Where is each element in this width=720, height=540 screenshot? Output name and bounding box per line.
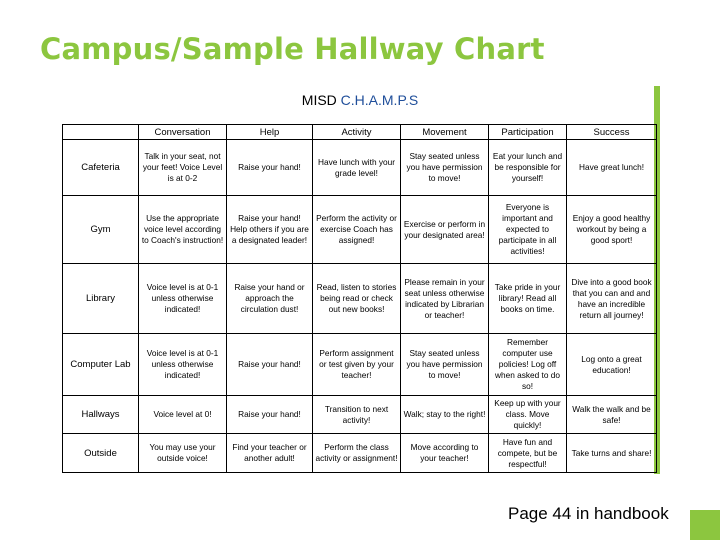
table-cell: Perform the class activity or assignment! [313, 434, 401, 473]
champs-table [62, 124, 657, 473]
table-cell: You may use your outside voice! [139, 434, 227, 473]
table-row [63, 264, 657, 334]
table-cell: Take pride in your library! Read all books on time. [489, 264, 567, 334]
table-cell: Find your teacher or another adult! [227, 434, 313, 473]
chart-heading-prefix: MISD [301, 92, 341, 108]
table-cell: Dive into a good book that you can and and have an incredible return all journey! [567, 264, 657, 334]
column-header: Movement [401, 125, 489, 140]
table-cell: Raise your hand! Help others if you are a designated leader! [227, 196, 313, 264]
table-row [63, 140, 657, 196]
table-cell: Walk the walk and be safe! [567, 396, 657, 434]
row-label: Cafeteria [63, 140, 139, 196]
champs-table-frame [62, 124, 656, 472]
table-cell: Perform the activity or exercise Coach has assigned! [313, 196, 401, 264]
table-row [63, 396, 657, 434]
table-cell: Use the appropriate voice level according to Coach's instruction! [139, 196, 227, 264]
table-cell: Keep up with your class. Move quickly! [489, 396, 567, 434]
corner-cell [63, 125, 139, 140]
table-row [63, 334, 657, 396]
row-label: Gym [63, 196, 139, 264]
table-cell: Everyone is important and expected to participate in all activities! [489, 196, 567, 264]
chart-heading [0, 92, 720, 108]
table-cell: Read, listen to stories being read or check out new books! [313, 264, 401, 334]
table-cell: Talk in your seat, not your feet! Voice Level is at 0-2 [139, 140, 227, 196]
table-cell: Stay seated unless you have permission to move! [401, 334, 489, 396]
table-cell: Voice level is at 0-1 unless otherwise indicated! [139, 334, 227, 396]
table-cell: Enjoy a good healthy workout by being a good sport! [567, 196, 657, 264]
table-cell: Raise your hand! [227, 140, 313, 196]
table-cell: Have great lunch! [567, 140, 657, 196]
table-row [63, 434, 657, 473]
table-cell: Log onto a great education! [567, 334, 657, 396]
slide-title: Campus/Sample Hallway Chart [40, 32, 545, 66]
table-cell: Raise your hand! [227, 334, 313, 396]
table-cell: Move according to your teacher! [401, 434, 489, 473]
row-label: Computer Lab [63, 334, 139, 396]
table-cell: Raise your hand or approach the circulation dust! [227, 264, 313, 334]
table-cell: Transition to next activity! [313, 396, 401, 434]
footer-note: Page 44 in handbook [508, 504, 669, 523]
header-row [63, 125, 657, 140]
table-cell: Have fun and compete, but be respectful! [489, 434, 567, 473]
row-label: Library [63, 264, 139, 334]
row-label: Outside [63, 434, 139, 473]
table-cell: Perform assignment or test given by your teacher! [313, 334, 401, 396]
table-cell: Take turns and share! [567, 434, 657, 473]
column-header: Help [227, 125, 313, 140]
table-cell: Have lunch with your grade level! [313, 140, 401, 196]
column-header: Success [567, 125, 657, 140]
table-cell: Exercise or perform in your designated area! [401, 196, 489, 264]
table-cell: Please remain in your seat unless otherwise indicated by Librarian or teacher! [401, 264, 489, 334]
table-cell: Walk; stay to the right! [401, 396, 489, 434]
column-header: Participation [489, 125, 567, 140]
table-cell: Voice level at 0! [139, 396, 227, 434]
column-header: Activity [313, 125, 401, 140]
row-label: Hallways [63, 396, 139, 434]
table-cell: Eat your lunch and be responsible for yourself! [489, 140, 567, 196]
column-header: Conversation [139, 125, 227, 140]
table-cell: Voice level is at 0-1 unless otherwise indicated! [139, 264, 227, 334]
corner-accent [690, 510, 720, 540]
table-cell: Stay seated unless you have permission to move! [401, 140, 489, 196]
table-row [63, 196, 657, 264]
table-cell: Raise your hand! [227, 396, 313, 434]
table-cell: Remember computer use policies! Log off when asked to do so! [489, 334, 567, 396]
chart-heading-acronym: C.H.A.M.P.S [340, 92, 419, 108]
